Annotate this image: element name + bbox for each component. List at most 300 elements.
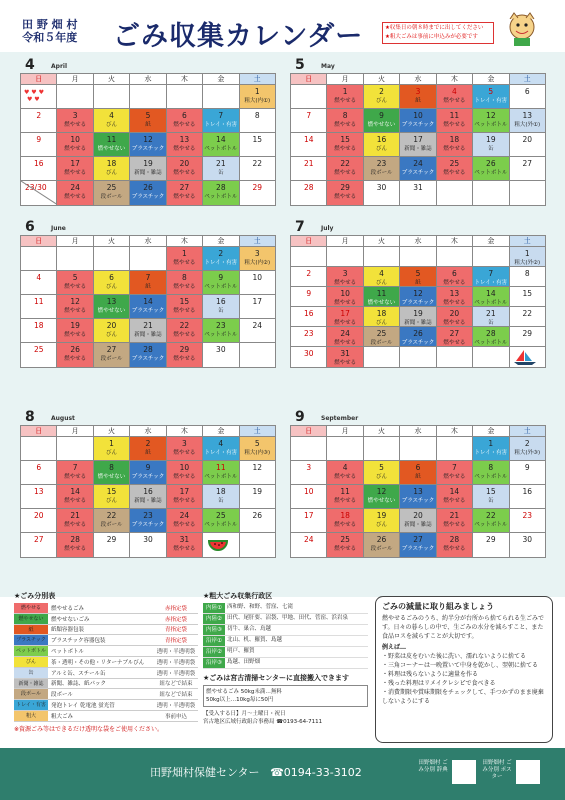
reduction-title: ごみの減量に取り組みましょう [382,602,494,611]
district-row [203,614,368,625]
day-cell [130,485,166,508]
day-cell [240,109,275,132]
day-number: 22 [179,321,190,330]
category-key: 缶 [14,668,48,678]
week-row [291,437,545,461]
day-cell [94,461,130,484]
collection-type: トレイ・有害 [474,280,508,286]
header [0,0,565,52]
collection-type: 粗大(外③) [514,450,541,456]
day-cell [240,247,275,270]
day-number: 18 [449,135,460,144]
direct-dropoff-title: ★ごみは宮古清掃センターに直接搬入できます [203,674,349,682]
day-number: 24 [340,329,350,338]
day-number: 3 [415,87,421,96]
qr-code-dictionary[interactable] [452,760,476,784]
day-cell [203,437,239,460]
collection-type: 燃やせる [334,546,357,552]
day-cell [364,181,400,205]
day-cell [437,437,473,460]
day-number [21,437,56,439]
day-cell [473,85,509,108]
collection-type: びん [106,284,118,290]
collection-type: 燃やせる [64,546,87,552]
header-notes: ★収集日の朝８時までに出してください ★粗大ごみは事前に申込みが必要です [382,22,494,44]
district-key: 内陸② [203,614,225,624]
tip-item: ・三角コーナーは一晩置いて中身を乾かし、翌朝に捨てる [382,662,539,669]
day-number: 7 [218,111,224,120]
day-cell [437,307,473,326]
day-cell [94,271,130,294]
day-number [400,437,435,439]
collection-type: プラスチック [401,498,435,504]
week-row [291,157,545,181]
day-number: 18 [376,309,387,318]
day-number: 21 [143,321,153,330]
collection-type: 燃やせる [64,522,87,528]
day-cell [327,157,363,180]
category-key: トレイ・有害 [14,700,48,710]
collection-type: 燃やせる [64,332,87,338]
collection-type: ペットボトル [474,300,508,306]
day-cell [473,133,509,156]
weekday-label: 火 [364,426,400,436]
sorting-row [14,625,198,636]
collection-type: 燃やせる [443,320,466,326]
collection-type: 燃やせる [173,498,196,504]
day-cell [291,461,327,484]
day-cell [291,109,327,132]
day-number: 29 [522,329,533,338]
day-cell [21,461,57,484]
collection-type: 缶 [488,320,494,326]
week-row [291,509,545,533]
day-number: 4 [109,111,114,120]
day-cell [21,437,57,460]
day-cell [21,509,57,532]
day-cell [203,247,239,270]
week-row [21,271,275,295]
fee-table: 燃やせるごみ 50kg未満…無料 50kg以上…10kg毎に50円 [203,685,368,707]
day-number [130,85,165,87]
day-cell [240,319,275,342]
day-number [327,247,362,249]
day-number: 6 [415,463,421,472]
day-number: 16 [522,487,533,496]
day-cell [203,461,239,484]
collection-type: プラスチック [131,194,165,200]
day-number [240,343,275,345]
day-number: 11 [449,111,460,120]
collection-type: 燃やせる [334,320,357,326]
day-cell [130,247,166,270]
day-number: 23 [376,159,387,168]
collection-type: ペットボトル [204,522,238,528]
day-cell [327,307,363,326]
day-cell [167,461,203,484]
collection-type: プラスチック [401,546,435,552]
collection-type: 燃やせる [173,546,196,552]
day-number: 6 [182,111,187,120]
day-cell [167,509,203,532]
collection-type: 粗大(内③) [244,450,271,456]
collection-type: びん [106,170,118,176]
day-number [94,247,129,249]
day-number: 1 [182,249,187,258]
week-row [21,509,275,533]
day-cell [130,461,166,484]
tip-item: ・野菜は皮をむいた後に洗い、濡れないように捨てる [382,653,527,660]
reduction-body: 燃やせるごみのうち、約半分が台所から捨てられる生ごみです。日々の暮らしの中で、生ごみの水分を減らすこと、また食品ロスを減らすことが大切です。 [382,615,545,640]
day-cell [21,533,57,557]
day-cell [94,85,130,108]
collection-type: ペットボトル [204,474,238,480]
day-number: 5 [379,463,384,472]
collection-type: 燃やせない [367,122,396,128]
day-number: 7 [488,269,494,278]
weekday-label: 月 [327,236,363,246]
collection-type: 燃やせる [334,146,357,152]
collection-type: プラスチック [131,308,165,314]
week-row [21,295,275,319]
day-number: 19 [376,511,387,520]
day-number: 25 [106,183,117,192]
day-number: 26 [70,345,80,354]
day-number: 2 [218,249,224,258]
weekday-label: 木 [437,74,473,84]
collection-type: ペットボトル [474,522,508,528]
day-number: 17 [303,511,314,520]
day-number: 5 [488,87,494,96]
collection-type: 新聞・雑誌 [404,146,432,152]
weekday-label: 木 [167,74,203,84]
collection-type: ペットボトル [474,170,508,176]
collection-type: 燃やせる [443,522,466,528]
category-desc: 段ボール [51,692,73,699]
day-cell [240,181,275,205]
collection-type: 燃やせる [334,122,357,128]
collection-type: 燃やせる [334,98,357,104]
day-cell [130,157,166,180]
calendar-month-6 [20,219,276,368]
month-number: 6 [25,219,35,235]
day-cell [240,343,275,367]
day-number: 3 [306,463,312,472]
week-row [21,485,275,509]
day-number [364,247,399,249]
day-number: 29 [252,183,263,192]
collection-type: 新聞・雑誌 [404,522,432,528]
day-number: 8 [488,463,494,472]
day-number: 1 [488,439,494,448]
day-number [364,347,399,349]
week-row [291,247,545,267]
collection-type: 新聞・雑誌 [134,332,162,338]
day-number: 25 [33,345,44,354]
weekday-label: 金 [473,426,509,436]
day-number: 17 [70,159,80,168]
day-number: 29 [179,345,190,354]
day-cell [240,509,275,532]
collection-type: 紙 [415,280,421,286]
day-number: 2 [145,439,151,448]
sorting-row [14,679,198,690]
day-number: 8 [182,273,187,282]
day-cell [510,287,545,306]
collection-type: トレイ・有害 [474,98,508,104]
qr-code-poster[interactable] [516,760,540,784]
day-number: 15 [106,487,117,496]
day-number: 13 [106,297,117,306]
day-number: 23/30 [25,183,47,192]
day-number [57,85,92,87]
week-row [21,461,275,485]
collection-type: トレイ・有害 [204,450,238,456]
day-cell [203,133,239,156]
collection-type: 燃やせる [173,450,196,456]
day-number: 19 [486,135,496,144]
day-number: 30 [522,535,533,544]
day-cell [130,343,166,367]
day-cell [400,485,436,508]
examples-label: 例えば… [382,644,407,651]
day-cell [473,347,509,367]
category-key: ペットボトル [15,648,46,655]
day-cell [327,85,363,108]
day-cell [94,319,130,342]
category-container: 事前申込 [164,713,187,720]
week-row [21,343,275,367]
day-number: 25 [376,329,387,338]
day-number: 25 [449,159,460,168]
day-number: 24 [252,321,263,330]
week-row [291,461,545,485]
day-number: 20 [522,135,533,144]
district-areas: 明戸、羅賀 [227,648,255,654]
collection-type: 燃やせる [443,340,466,346]
day-cell [240,437,275,460]
weekday-label: 月 [327,74,363,84]
weekday-label: 土 [510,74,545,84]
day-cell [94,509,130,532]
category-container: 紐などで結束 [159,681,193,688]
day-cell [94,295,130,318]
day-number: 15 [179,297,190,306]
day-number [130,247,165,249]
day-number: 5 [145,111,151,120]
day-number: 22 [252,159,263,168]
collection-type: トレイ・有害 [474,450,508,456]
day-number: 21 [449,511,460,520]
collection-type: びん [106,498,118,504]
day-cell [130,533,166,557]
month-name: July [321,225,334,232]
sorting-row [14,668,198,679]
category-desc: 茶・透明・その他・リターナブルびん [51,659,145,666]
day-number: 10 [179,463,190,472]
collection-type: ペットボトル [474,122,508,128]
day-number [400,347,435,349]
day-cell [203,157,239,180]
day-number: 20 [179,159,190,168]
day-cell [364,533,400,557]
collection-type: 新聞・雑誌 [404,320,432,326]
day-number: 15 [252,135,263,144]
day-number: 8 [524,269,530,278]
day-number: 14 [486,289,496,298]
category-key: びん [14,657,48,667]
week-row [21,533,275,557]
day-cell [57,343,93,367]
day-cell [400,307,436,326]
day-cell [21,271,57,294]
sorting-row [14,700,198,711]
sorting-row [14,614,198,625]
day-number [21,247,56,249]
day-cell [291,437,327,460]
day-cell [473,485,509,508]
day-cell [437,327,473,346]
day-cell [400,85,436,108]
district-areas: 北山、机、羅賀、島越 [227,637,283,643]
day-cell [510,181,545,205]
day-cell [167,533,203,557]
district-key: 沿岸③ [203,658,225,668]
day-cell [167,157,203,180]
day-cell [167,109,203,132]
sorting-table-title: ★ごみ分別表 [14,592,56,600]
day-number: 15 [486,487,496,496]
weekday-label: 木 [437,426,473,436]
district-areas: 田代、尾肝要、沼袋、甲地、田代、菅窪、浜岩泉 [227,615,349,621]
day-number: 28 [303,183,314,192]
tip-item: ・消費期限や賞味期限をチェックして、手つかずのまま廃棄しないようにする [382,689,544,705]
day-cell [364,509,400,532]
week-row [21,181,275,205]
day-number [510,181,545,183]
day-cell [94,533,130,557]
mascot-illustration [502,9,542,47]
weekday-label: 木 [167,426,203,436]
collection-type: 燃やせる [173,308,196,314]
day-cell [291,485,327,508]
day-number: 30 [303,349,314,358]
weekday-label: 水 [130,426,166,436]
collection-type: 段ボール [100,194,123,200]
collection-type: 燃やせる [334,474,357,480]
weekday-label: 金 [203,426,239,436]
weekday-label: 火 [94,74,130,84]
day-number: 8 [342,111,348,120]
day-cell [327,347,363,367]
month-number: 8 [25,409,35,425]
day-cell [240,271,275,294]
district-areas: 切牛、巣合、鳥越 [227,626,272,632]
day-number: 9 [145,463,151,472]
day-cell [437,157,473,180]
day-number: 16 [376,135,387,144]
day-cell [203,485,239,508]
day-number: 12 [70,297,80,306]
day-number: 23 [216,321,226,330]
category-container: 透明・半透明袋 [156,703,196,710]
day-cell [57,437,93,460]
weekday-header [21,426,275,437]
day-number: 7 [452,463,457,472]
day-cell [364,347,400,367]
collection-type: 紙 [145,450,151,456]
day-cell [57,85,93,108]
footer-contact: 田野畑村保健センター ☎0194-33-3102 [150,766,362,779]
day-cell [473,267,509,286]
day-number: 2 [306,269,312,278]
day-cell [94,485,130,508]
day-cell [364,327,400,346]
day-cell [327,247,363,266]
collection-type: 燃やせる [334,340,357,346]
district-row [203,658,368,669]
day-cell [291,327,327,346]
day-number: 9 [524,463,530,472]
collection-type: 燃やせる [443,122,466,128]
collection-type: 粗大(内②) [244,260,271,266]
day-number: 4 [218,439,224,448]
calendar-month-5 [290,57,546,206]
day-number: 6 [452,269,457,278]
collection-type: 段ボール [370,170,393,176]
day-cell [364,267,400,286]
day-cell [400,437,436,460]
collection-type: プラスチック [401,122,435,128]
day-cell [327,437,363,460]
day-cell [437,485,473,508]
category-desc: 粗大ごみ [51,713,74,720]
day-number: 9 [218,273,224,282]
day-number [167,85,202,87]
collection-type: 燃やせる [443,546,466,552]
dropoff-hours: 【受入する日】月～土曜日・祝日 [203,711,286,717]
calendar-month-7 [290,219,546,368]
month-number: 9 [295,409,305,425]
day-number: 26 [413,329,423,338]
day-number: 26 [252,511,263,520]
day-number: 16 [303,309,314,318]
weekday-label: 月 [57,236,93,246]
day-cell [400,533,436,557]
day-number: 20 [413,511,423,520]
day-number: 14 [216,135,226,144]
weekday-label: 日 [291,426,327,436]
day-cell [327,533,363,557]
collection-type: 燃やせる [173,146,196,152]
day-cell [364,287,400,306]
day-number: 26 [143,183,153,192]
week-row [291,327,545,347]
collection-type: プラスチック [131,356,165,362]
collection-type: 燃やせる [173,122,196,128]
day-cell [57,109,93,132]
weekday-label: 土 [240,236,275,246]
day-number: 9 [379,111,384,120]
day-cell [437,133,473,156]
collection-type: 紙 [145,122,151,128]
collection-type: 燃やせる [334,522,357,528]
qr-label-dictionary: 田野畑村 ごみ分別 辞典 [418,760,448,773]
category-desc: 燃やせないごみ [51,616,90,623]
collection-type: ペットボトル [204,146,238,152]
collection-type: ペットボトル [204,194,238,200]
collection-type: びん [106,450,118,456]
